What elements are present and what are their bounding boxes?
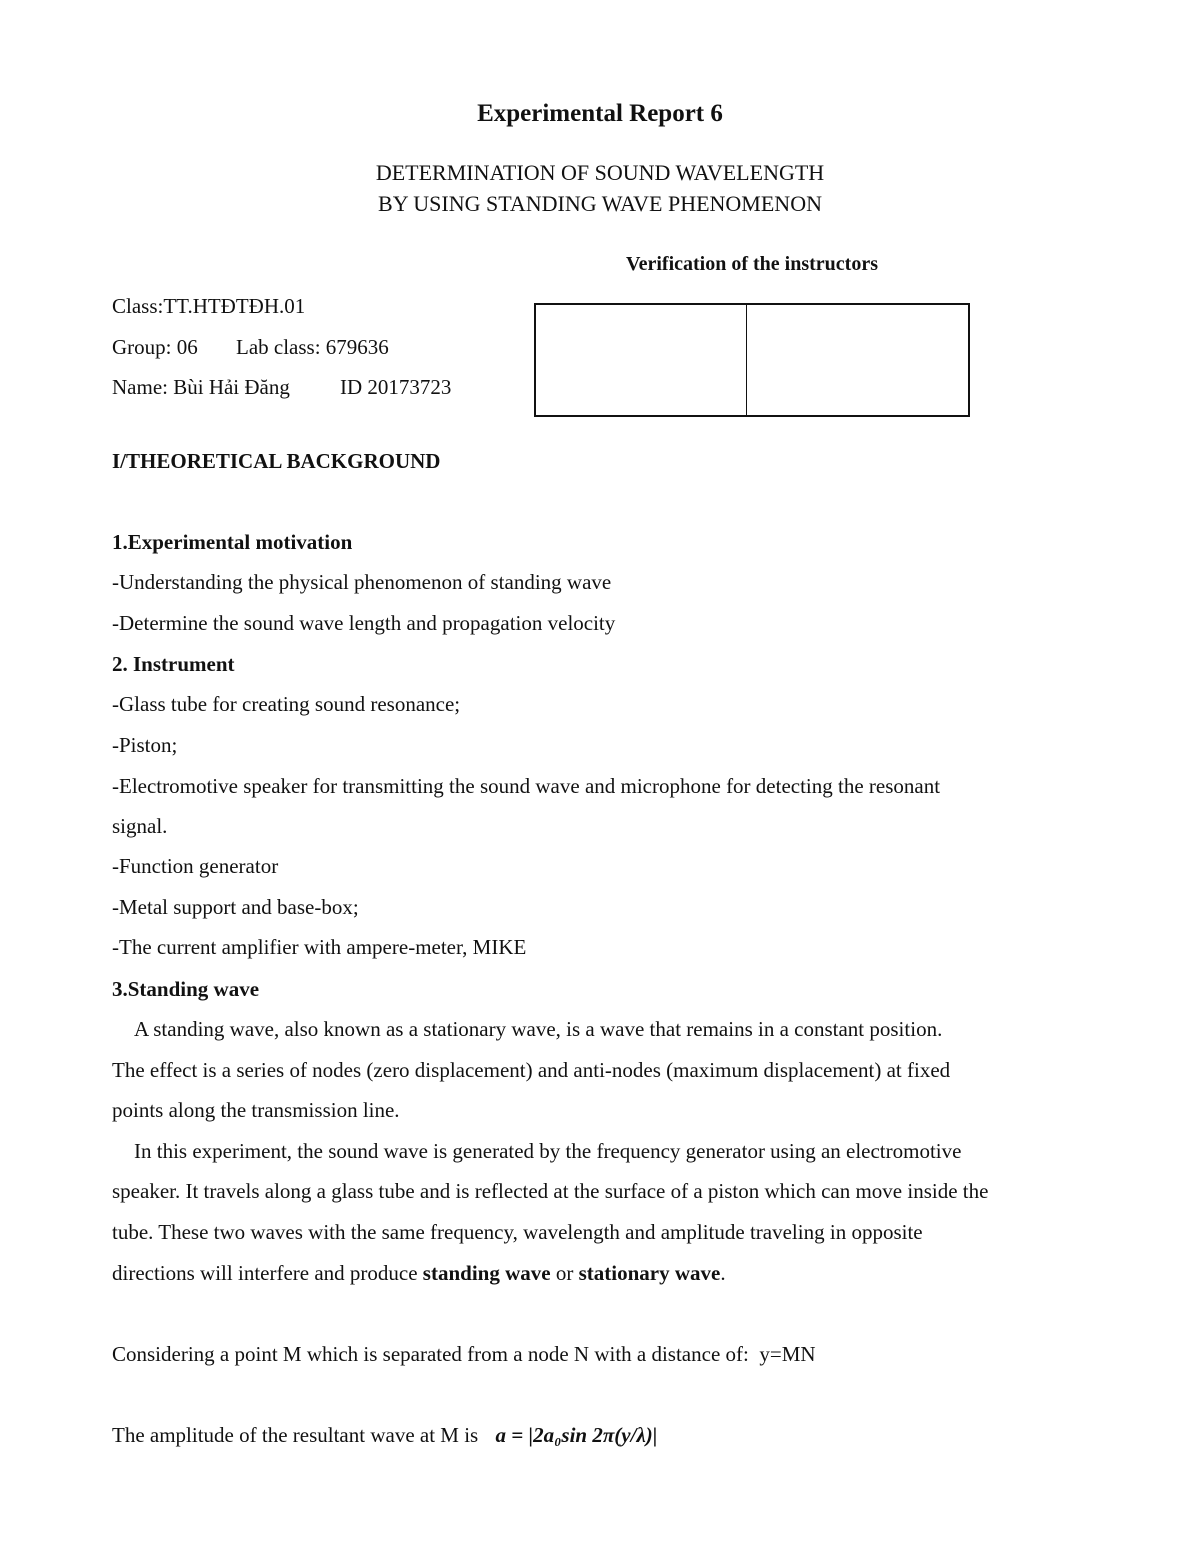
instrument-item-continued: signal. <box>112 814 168 838</box>
student-name: Name: Bùi Hải Đăng <box>112 375 290 399</box>
considering-line: Considering a point M which is separated from a node N with a distance of: y=MN <box>112 1342 816 1366</box>
verification-box <box>534 303 970 417</box>
report-subtitle-line2: BY USING STANDING WAVE PHENOMENON <box>378 191 822 216</box>
instrument-item: -Function generator <box>112 854 279 878</box>
standing-wave-para2-line: tube. These two waves with the same frequency, wavelength and amplitude traveling in opposite <box>112 1220 923 1244</box>
motivation-item: -Determine the sound wave length and propagation velocity <box>112 611 616 635</box>
verification-cell-right <box>748 305 968 415</box>
standing-wave-para1-line: A standing wave, also known as a stationary wave, is a wave that remains in a constant position. <box>134 1017 943 1041</box>
amplitude-text: The amplitude of the resultant wave at M is <box>112 1423 479 1447</box>
instrument-item: -Electromotive speaker for transmitting the sound wave and microphone for detecting the resonant <box>112 774 941 798</box>
verification-cell-left <box>536 305 747 415</box>
instrument-item: -The current amplifier with ampere-meter, MIKE <box>112 935 527 959</box>
standing-wave-para2-line: In this experiment, the sound wave is generated by the frequency generator using an electromotive <box>134 1139 962 1163</box>
report-title: Experimental Report 6 <box>477 100 723 127</box>
group-label: Group: 06 <box>112 335 198 359</box>
instrument-item: -Metal support and base-box; <box>112 895 359 919</box>
standing-wave-para1-line: The effect is a series of nodes (zero displacement) and anti-nodes (maximum displacement) at fixed <box>112 1058 951 1082</box>
standing-wave-para1-line: points along the transmission line. <box>112 1098 400 1122</box>
instrument-heading: 2. Instrument <box>112 652 235 676</box>
para2-prefix: directions will interfere and produce <box>112 1261 423 1285</box>
amplitude-formula: a = |2a₀sin 2π(y/λ)| <box>495 1423 658 1447</box>
standing-wave-para2-last-line <box>112 1261 726 1286</box>
theory-heading: I/THEORETICAL BACKGROUND <box>112 449 441 473</box>
para2-or: or <box>550 1261 579 1285</box>
instrument-item: -Glass tube for creating sound resonance; <box>112 692 461 716</box>
term-stationary-wave: stationary wave <box>578 1261 721 1285</box>
motivation-item: -Understanding the physical phenomenon of standing wave <box>112 570 612 594</box>
report-subtitle-line1: DETERMINATION OF SOUND WAVELENGTH <box>375 160 825 185</box>
term-standing-wave: standing wave <box>422 1261 551 1285</box>
verification-label: Verification of the instructors <box>626 253 878 275</box>
motivation-heading: 1.Experimental motivation <box>112 530 353 554</box>
standing-wave-para2-line: speaker. It travels along a glass tube and is reflected at the surface of a piston which can move inside the <box>112 1179 989 1203</box>
instrument-item: -Piston; <box>112 733 178 757</box>
standing-wave-heading: 3.Standing wave <box>112 977 260 1001</box>
lab-class-label: Lab class: 679636 <box>236 335 389 359</box>
class-line: Class:TT.HTĐTĐH.01 <box>112 294 306 318</box>
amplitude-line <box>112 1423 657 1448</box>
para2-period: . <box>720 1261 726 1285</box>
student-id: ID 20173723 <box>340 375 452 399</box>
